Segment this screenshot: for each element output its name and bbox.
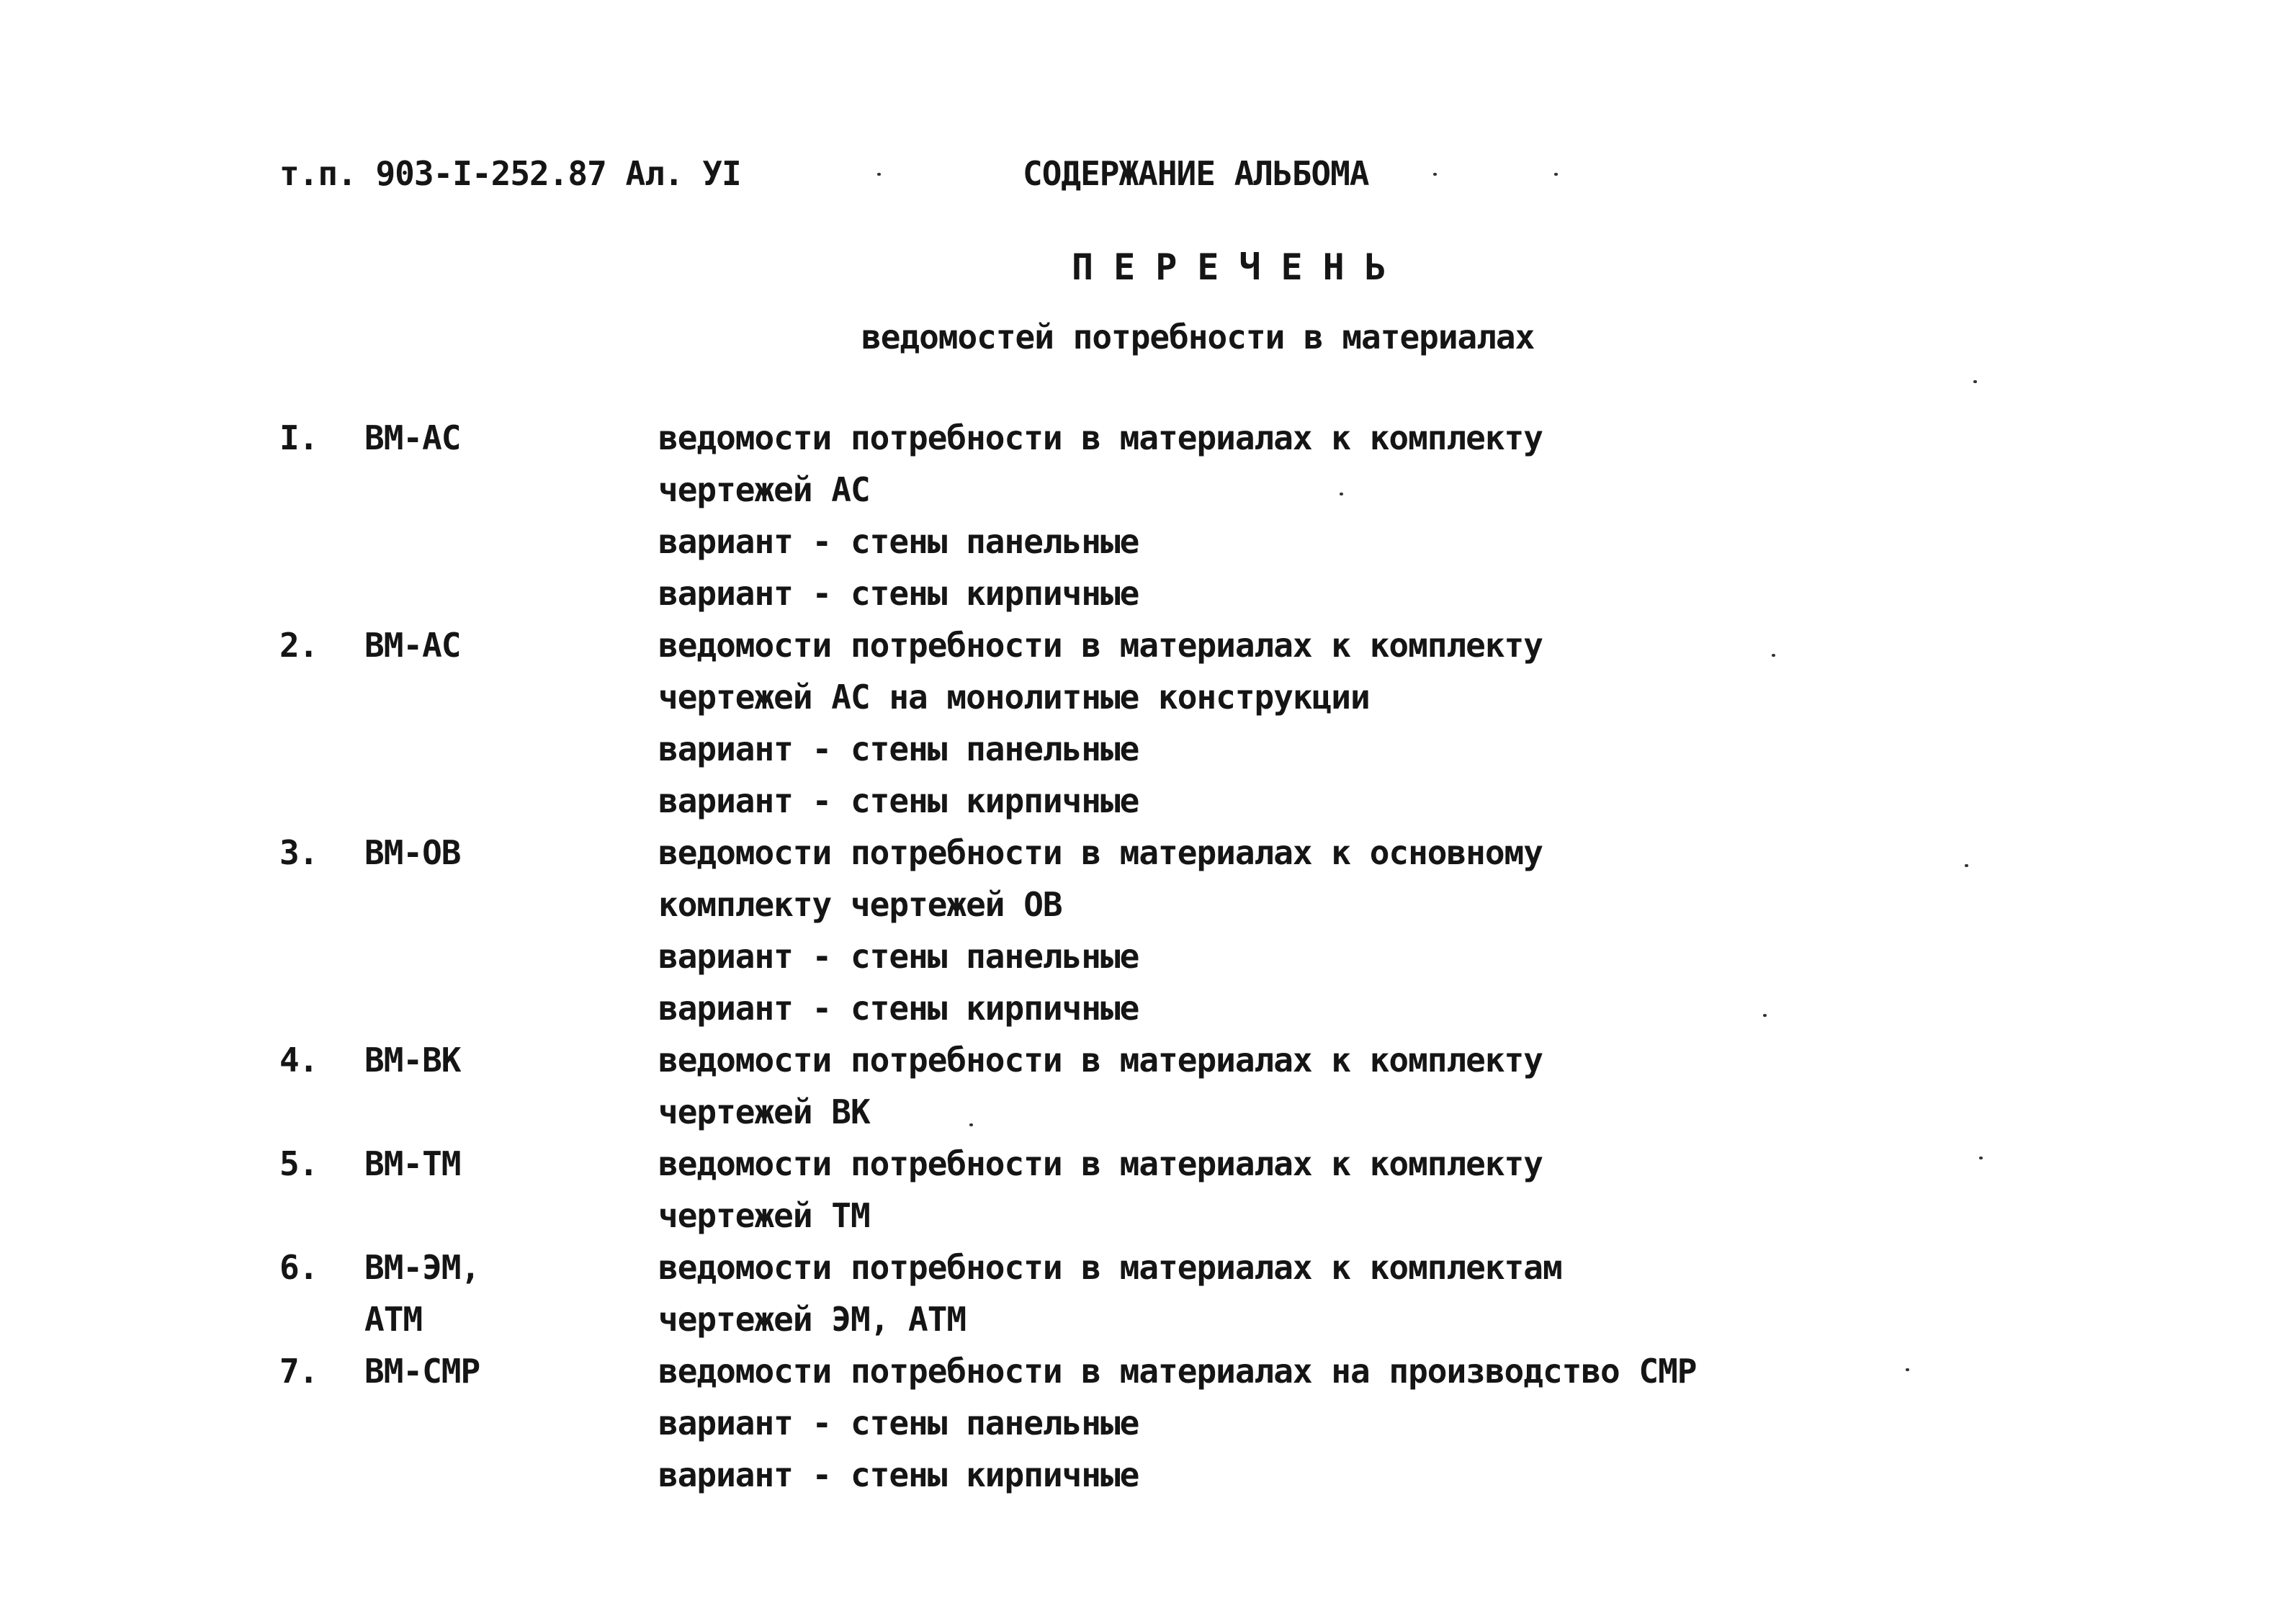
list-item [279,1034,2008,1138]
scan-speck [1772,654,1775,657]
entry-line: чертежей ВК [658,1092,870,1131]
entry-line: вариант - стены кирпичные [658,989,1139,1028]
scan-speck [1433,173,1437,176]
entry-line: ведомости потребности в материалах к комплекту [658,1041,1543,1079]
scan-speck [1340,493,1343,495]
entry-code [364,1345,658,1501]
entry-line: чертежей ТМ [658,1196,870,1235]
scan-speck [1763,1014,1767,1017]
entry-line: ведомости потребности в материалах к комплекту [658,626,1543,665]
list-item [279,1138,2008,1242]
entry-code-line: ВМ-ОВ [364,833,461,872]
entry-line: ведомости потребности в материалах к комплекту [658,418,1543,457]
entry-code [364,412,658,619]
list-item [279,1242,2008,1345]
entry-line: комплекту чертежей ОВ [658,885,1062,924]
entry-number: 3. [279,833,318,872]
entry-code [364,827,658,1034]
document-code: т.п. 903-I-252.87 Ал. УI [279,154,741,193]
list-item [279,412,2008,619]
entry-line: вариант - стены кирпичные [658,1455,1139,1494]
entry-line: чертежей АС [658,470,870,509]
scan-speck [1906,1368,1909,1371]
list-item [279,827,2008,1034]
entry-line: вариант - стены панельные [658,730,1139,768]
entry-description [658,1345,1697,1501]
entry-description [658,1034,1543,1138]
scan-speck [877,173,881,176]
entry-code-line: ВМ-АС [364,626,461,665]
album-contents-title: СОДЕРЖАНИЕ АЛЬБОМА [1023,154,1369,193]
entry-code-line: АТМ [364,1300,423,1339]
entry-line: вариант - стены кирпичные [658,574,1139,613]
entry-number: 5. [279,1144,318,1183]
list-item [279,1345,2008,1501]
scan-speck [1554,173,1558,176]
list-subtitle: ведомостей потребности в материалах [861,318,1535,356]
entry-description [658,1138,1543,1242]
entry-line: ведомости потребности в материалах к комплектам [658,1248,1562,1287]
entry-line: чертежей АС на монолитные конструкции [658,678,1370,717]
entry-number: 7. [279,1352,318,1391]
entry-line: чертежей ЭМ, АТМ [658,1300,967,1339]
entry-code [364,1242,658,1345]
entry-line: вариант - стены панельные [658,937,1139,976]
list-title: ПЕРЕЧЕНЬ [1072,246,1407,288]
scan-speck [1973,380,1977,383]
scan-speck [1965,864,1968,867]
entry-line: вариант - стены панельные [658,1404,1139,1442]
entry-description [658,619,1543,827]
entry-line: ведомости потребности в материалах к основному [658,833,1543,872]
scan-speck [1979,1157,1983,1159]
entry-number: 6. [279,1248,318,1287]
entry-code-line: ВМ-СМР [364,1352,480,1391]
entry-code-line: ВМ-ВК [364,1041,461,1079]
entry-code [364,1138,658,1242]
entry-line: ведомости потребности в материалах на производство СМР [658,1352,1697,1391]
entry-line: вариант - стены панельные [658,522,1139,561]
list-item [279,619,2008,827]
entry-description [658,412,1543,619]
entry-line: вариант - стены кирпичные [658,781,1139,820]
entries-list [279,412,2008,1501]
entry-description [658,1242,1562,1345]
scan-speck [969,1123,973,1126]
entry-code-line: ВМ-АС [364,418,461,457]
entry-number: 2. [279,626,318,665]
entry-code-line: ВМ-ЭМ, [364,1248,480,1287]
entry-code [364,1034,658,1138]
entry-code-line: ВМ-ТМ [364,1144,461,1183]
entry-line: ведомости потребности в материалах к комплекту [658,1144,1543,1183]
entry-code [364,619,658,827]
entry-description [658,827,1543,1034]
entry-number: 4. [279,1041,318,1079]
entry-number: I. [279,418,318,457]
